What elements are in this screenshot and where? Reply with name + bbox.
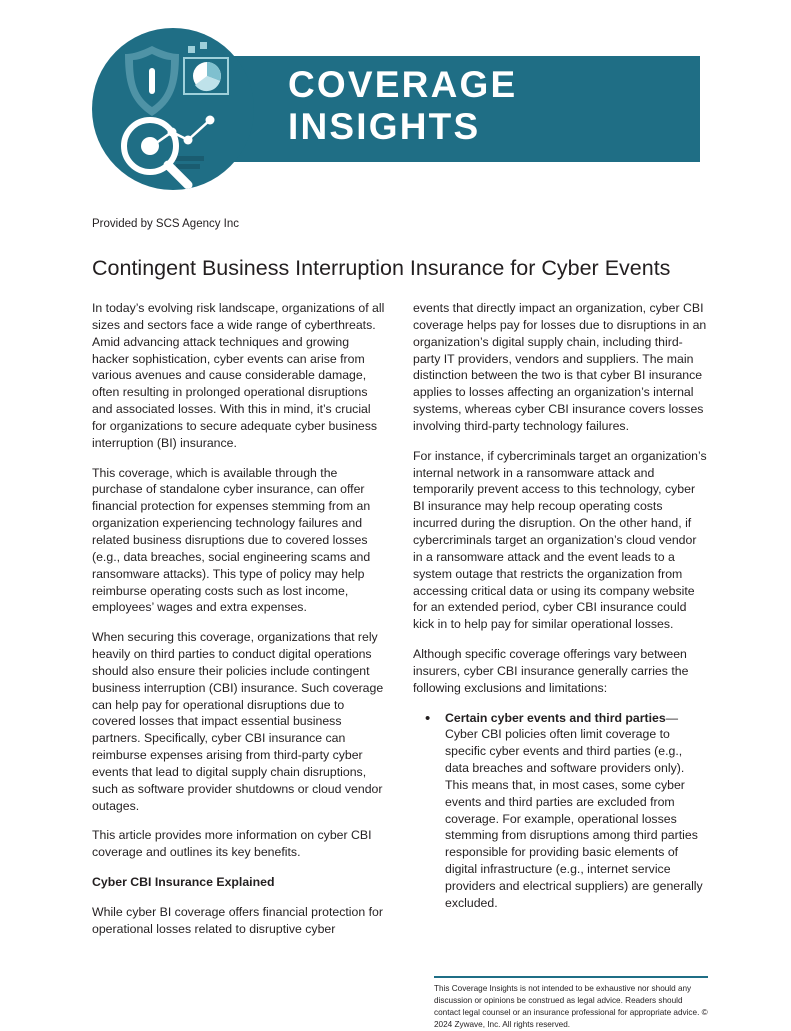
- coverage-insights-logo-icon: [92, 28, 254, 190]
- list-item: [433, 710, 708, 912]
- paragraph: For instance, if cybercriminals target an organization’s internal network in a ransomware attack and temporarily prevent access to this technology, cyber BI insurance may help recoup operating costs incurred during the disruption. On the other hand, if cybercriminals target an organization’s cloud vendor in a ransomware attack and the event leads to a system outage that restricts the organization from accessing critical data or using its company website for an extended period, cyber CBI insurance could kick in to help pay for similar operational losses.: [413, 448, 707, 632]
- provided-by-line: Provided by SCS Agency Inc: [92, 218, 240, 230]
- page-title: Contingent Business Interruption Insurance for Cyber Events: [92, 256, 671, 280]
- masthead-title: [288, 64, 688, 148]
- paragraph: This article provides more information on cyber CBI coverage and outlines its key benefits.: [92, 828, 372, 860]
- masthead: [92, 28, 700, 163]
- left-column: [92, 300, 387, 951]
- right-column: [413, 300, 708, 951]
- paragraph: This coverage, which is available through the purchase of standalone cyber insurance, can offer financial protection for expenses stemming from an organization experiencing technology failures and related business disruptions due to covered losses (e.g., data breaches, social engineering scams and ransomware attacks). This type of policy may help reimburse operating costs such as lost income, employees’ wages and extra expenses.: [92, 465, 371, 615]
- paragraph: Although specific coverage offerings vary between insurers, cyber CBI insurance generally carries the following exclusions and limitations:: [413, 647, 689, 695]
- paragraph: In today’s evolving risk landscape, organizations of all sizes and sectors face a wide range of cyberthreats. Amid advancing attack techniques and growing hacker sophistication, cyber events can arise from various avenues and cause considerable damage, often resulting in prolonged operational disruptions and associated losses. With this in mind, it’s crucial for organizations to secure adequate cyber business interruption (BI) insurance.: [92, 301, 385, 450]
- masthead-title-line1: COVERAGE: [288, 64, 518, 105]
- masthead-title-line2: INSIGHTS: [288, 106, 481, 148]
- list-item-lead: Certain cyber events and third parties: [445, 710, 666, 725]
- footer-divider: [434, 976, 708, 978]
- body-columns: [92, 300, 708, 951]
- paragraph: events that directly impact an organization, cyber CBI coverage helps pay for losses due to disruptions in an organization’s digital supply chain, including third-party IT providers, vendors and suppliers. The main distinction between the two is that cyber BI insurance applies to losses affecting an organization’s internal systems, whereas cyber CBI insurance covers losses involving third-party technology failures.: [413, 301, 707, 433]
- list-item-text: —Cyber CBI policies often limit coverage to specific cyber events and third parties (e.g., data breaches and software providers only). This means that, in most cases, some cyber events and third parties are excluded from coverage. For example, operational losses stemming from disruptions among third parties responsible for providing basic elements of digital infrastructure (e.g., internet service providers and electrical suppliers) are generally excluded.: [445, 710, 703, 910]
- paragraph: When securing this coverage, organizations that rely heavily on third parties to conduct digital operations should also ensure their policies include contingent business interruption (CBI) insurance. Such coverage can help pay for operational disruptions due to covered losses that impact essential business partners. Specifically, cyber CBI insurance can reimburse expenses arising from third-party cyber events that lead to digital supply chain disruptions, such as software provider shutdowns or cloud vendor outages.: [92, 630, 384, 813]
- section-subheading: Cyber CBI Insurance Explained: [92, 875, 275, 890]
- exclusions-list: [413, 710, 708, 912]
- paragraph: While cyber BI coverage offers financial protection for operational losses related to disruptive cyber: [92, 905, 383, 936]
- footer-disclaimer: This Coverage Insights is not intended to be exhaustive nor should any discussion or opinions be construed as legal advice. Readers should contact legal counsel or an insurance professional for appropriate advice. © 2024 Zywave, Inc. All rights reserved.: [434, 984, 708, 1029]
